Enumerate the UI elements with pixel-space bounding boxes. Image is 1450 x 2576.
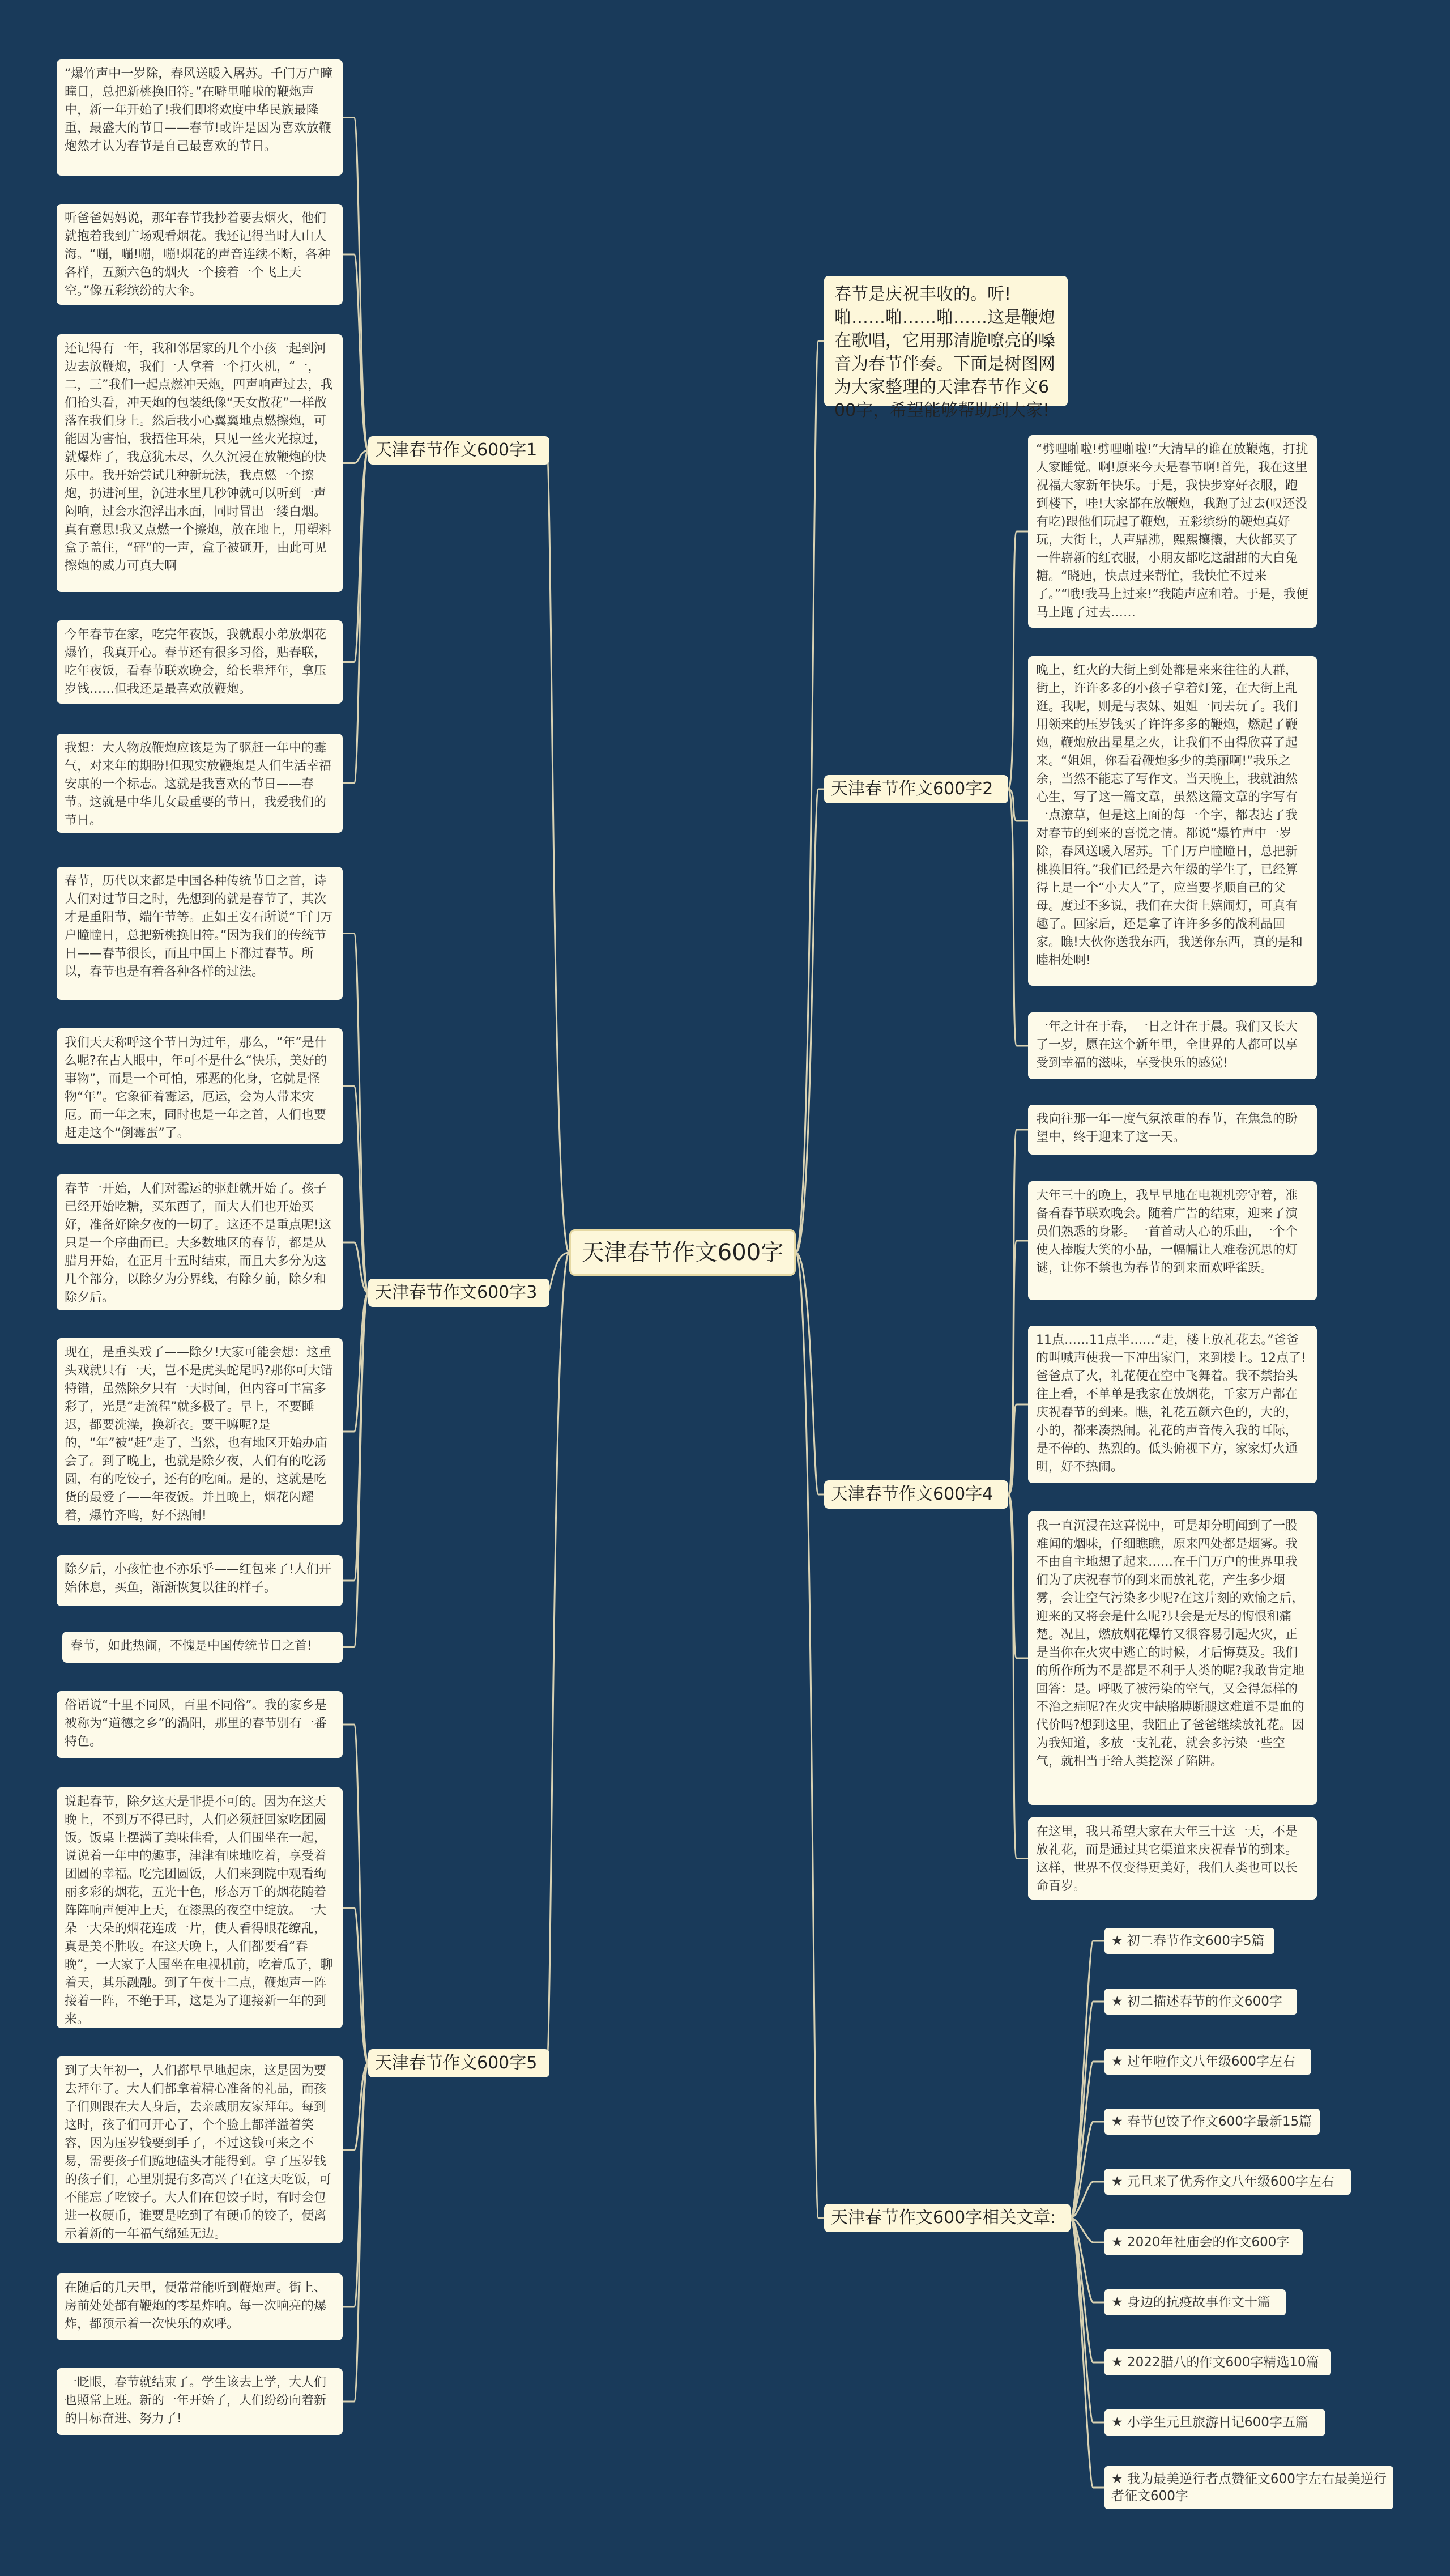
leaf-5-4[interactable]: 在随后的几天里，便常常能听到鞭炮声。街上、房前处处都有鞭炮的零星炸响。每一次响亮的爆炸，都预示着一次快乐的欢呼。 [57,2273,343,2340]
leaf-1-5[interactable]: 我想：大人物放鞭炮应该是为了驱赶一年中的霉气，对来年的期盼!但现实放鞭炮是人们生活幸福安康的一个标志。这就是我喜欢的节日——春节。这就是中华儿女最重要的节日，我爱我们的节日。 [57,734,343,833]
related-link-5[interactable]: ★ 元旦来了优秀作文八年级600字左右 [1104,2169,1351,2195]
leaf-3-4[interactable]: 现在，是重头戏了——除夕!大家可能会想：这重头戏就只有一天，岂不是虎头蛇尾吗?那你可大错特错，虽然除夕只有一天时间，但内容可丰富多彩了，光是“走流程”就多极了。早上，不要睡迟，都要洗澡，换新衣。要干嘛呢?是的，“年”被“赶”走了，当然，也有地区开始办庙会了。到了晚上，也就是除夕夜，人们有的吃汤圆，有的吃饺子，还有的吃面。是的，这就是吃货的最爱了——年夜饭。并且晚上，烟花闪耀着，爆竹齐鸣，好不热闹! [57,1338,343,1525]
leaf-3-6[interactable]: 春节，如此热闹，不愧是中国传统节日之首! [62,1632,343,1663]
leaf-2-1[interactable]: “劈哩啪啦!劈哩啪啦!”大清早的谁在放鞭炮，打扰人家睡觉。啊!原来今天是春节啊!首先，我在这里祝福大家新年快乐。于是，我快步穿好衣服，跑到楼下，哇!大家都在放鞭炮，我跑了过去(叹还没有吃)跟他们玩起了鞭炮，五彩缤纷的鞭炮真好玩，大街上，人声鼎沸，熙熙攘攘，大伙都买了一件崭新的红衣服，小朋友都吃这甜甜的大白兔糖。“晓迪，快点过来帮忙，我快忙不过来了。”“哦!我马上过来!”我随声应和着。于是，我便马上跑了过去…… [1028,435,1317,628]
leaf-3-2[interactable]: 我们天天称呼这个节日为过年，那么，“年”是什么呢?在古人眼中，年可不是什么“快乐，美好的事物”，而是一个可怕，邪恶的化身，它就是怪物“年”。它象征着霉运，厄运，会为人带来灾厄。而一年之末，同时也是一年之首，人们也要赶走这个“倒霉蛋”了。 [57,1028,343,1144]
related-link-10[interactable]: ★ 我为最美逆行者点赞征文600字左右最美逆行者征文600字 [1104,2466,1393,2509]
related-link-8[interactable]: ★ 2022腊八的作文600字精选10篇 [1104,2349,1331,2375]
branch-title-2[interactable]: 天津春节作文600字2 [824,775,1008,803]
leaf-4-5[interactable]: 在这里，我只希望大家在大年三十这一天，不是放礼花，而是通过其它渠道来庆祝春节的到来。这样，世界不仅变得更美好，我们人类也可以长命百岁。 [1028,1817,1317,1900]
branch-title-3[interactable]: 天津春节作文600字3 [368,1279,549,1307]
connector-leaf-5-1 [343,1725,368,2063]
connector-leaf-4-5 [1008,1494,1028,1859]
connector-related-link-10 [1071,2218,1104,2488]
connector-leaf-4-1 [1008,1130,1028,1494]
connector-root-branch-title-related [796,1253,824,2218]
leaf-4-4[interactable]: 我一直沉浸在这喜悦中，可是却分明闻到了一股难闻的烟味，仔细瞧瞧，原来四处都是烟雾。我不由自主地想了起来……在千门万户的世界里我们为了庆祝春节的到来而放礼花，产生多少烟雾，会让空气污染多少呢?在这片刻的欢愉之后，迎来的又将会是什么呢?只会是无尽的悔恨和痛楚。况且，燃放烟花爆竹又很容易引起火灾，正是当你在火灾中逃亡的时候，才后悔莫及。我们的所作所为不是都是不利于人类的呢?我敢肯定地回答：是。呼吸了被污染的空气，又会得怎样的不治之症呢?在火灾中缺胳膊断腿这难道不是血的代价吗?想到这里，我阻止了爸爸继续放礼花。因为我知道，多放一支礼花，就会多污染一些空气，就相当于给人类挖深了陷阱。 [1028,1511,1317,1805]
leaf-2-3[interactable]: 一年之计在于春，一日之计在于晨。我们又长大了一岁，愿在这个新年里，全世界的人都可以享受到幸福的滋味，享受快乐的感觉! [1028,1012,1317,1079]
connector-root-intro-node [796,341,824,1253]
connector-root-branch-title-3 [547,1253,569,1293]
connector-leaf-5-5 [343,2063,368,2402]
leaf-4-1[interactable]: 我向往那一年一度气氛浓重的春节，在焦急的盼望中，终于迎来了这一天。 [1028,1105,1317,1155]
connector-leaf-3-1 [343,934,368,1293]
connector-related-link-1 [1071,1941,1104,2218]
leaf-5-5[interactable]: 一眨眼，春节就结束了。学生该去上学，大人们也照常上班。新的一年开始了，人们纷纷向着新的目标奋进、努力了! [57,2368,343,2435]
leaf-1-1[interactable]: “爆竹声中一岁除，春风送暖入屠苏。千门万户曈曈日，总把新桃换旧符。”在噼里啪啦的鞭炮声中，新一年开始了!我们即将欢度中华民族最隆重，最盛大的节日——春节!或许是因为喜欢放鞭炮然才认为春节是自己最喜欢的节日。 [57,59,343,176]
branch-title-4[interactable]: 天津春节作文600字4 [824,1480,1008,1509]
connector-root-branch-title-1 [547,450,569,1253]
related-link-1[interactable]: ★ 初二春节作文600字5篇 [1104,1928,1274,1954]
connector-root-branch-title-4 [796,1253,824,1494]
connector-leaf-1-1 [343,118,368,451]
leaf-3-1[interactable]: 春节，历代以来都是中国各种传统节日之首，诗人们对过节日之时，先想到的就是春节了，其次才是重阳节，端午节等。正如王安石所说“千门万户瞳瞳日，总把新桃换旧符。”因为我们的传统节日——春节很长，而且中国上下都过春节。所以，春节也是有着各种各样的过法。 [57,867,343,1000]
leaf-4-3[interactable]: 11点……11点半……“走，楼上放礼花去。”爸爸的叫喊声使我一下冲出家门，来到楼上。12点了!爸爸点了火，礼花便在空中飞舞着。我不禁抬头往上看，不单单是我家在放烟花，千家万户都在庆祝春节的到来。瞧，礼花五颜六色的，大的，小的，都来凑热闹。礼花的声音传入我的耳际，是不停的、热烈的。低头俯视下方，家家灯火通明，好不热闹。 [1028,1326,1317,1483]
leaf-5-2[interactable]: 说起春节，除夕这天是非提不可的。因为在这天晚上，不到万不得已时，人们必须赶回家吃团圆饭。饭桌上摆满了美味佳肴，人们围坐在一起，说说着一年中的趣事，津津有味地吃着，享受着团圆的幸福。吃完团圆饭，人们来到院中观看绚丽多彩的烟花，五光十色，形态万千的烟花随着阵阵响声便冲上天，在漆黑的夜空中绽放。一大朵一大朵的烟花连成一片，使人看得眼花缭乱，真是美不胜收。在这天晚上，人们都要看“春晚”，一大家子人围坐在电视机前，吃着瓜子，聊着天，其乐融融。到了午夜十二点，鞭炮声一阵接着一阵，不绝于耳，这是为了迎接新一年的到来。 [57,1787,343,2028]
related-link-3[interactable]: ★ 过年啦作文八年级600字左右 [1104,2049,1311,2075]
branch-title-related[interactable]: 天津春节作文600字相关文章: [824,2204,1071,2232]
leaf-2-2[interactable]: 晚上，红火的大街上到处都是来来往往的人群，街上，许许多多的小孩子拿着灯笼，在大街上乱逛。我呢，则是与表妹、姐姐一同去玩了。我们用领来的压岁钱买了许许多多的鞭炮，燃起了鞭炮，鞭炮放出星星之火，让我们不由得欣喜了起来。“姐姐，你看看鞭炮多少的美丽啊!”我乐之余，当然不能忘了写作文。当天晚上，我就油然心生，写了这一篇文章，虽然这篇文章的字写有一点潦草，但是这上面的每一个字，都表达了我对春节的到来的喜悦之情。都说“爆竹声中一岁除，春风送暖入屠苏。千门万户瞳瞳日，总把新桃换旧符。”我们已经是六年级的学生了，已经算得上是一个“小大人”了，应当要孝顺自己的父母。度过不多说，我们在大街上嬉闹灯，可真有趣了。回家后，还是拿了许许多多的战利品回家。瞧!大伙你送我东西，我送你东西，真的是和睦相处啊! [1028,656,1317,986]
intro-node[interactable]: 春节是庆祝丰收的。听!啪……啪……啪……这是鞭炮在歌唱，它用那清脆嘹亮的嗓音为春节伴奏。下面是树图网为大家整理的天津春节作文600字，希望能够帮助到大家! [824,276,1068,406]
leaf-5-1[interactable]: 俗语说“十里不同风，百里不同俗”。我的家乡是被称为“道德之乡”的渦阳，那里的春节别有一番特色。 [57,1691,343,1758]
branch-title-1[interactable]: 天津春节作文600字1 [368,436,549,465]
branch-title-5[interactable]: 天津春节作文600字5 [368,2049,549,2077]
leaf-3-5[interactable]: 除夕后，小孩忙也不亦乐乎——红包来了!人们开始休息，买鱼，渐渐恢复以往的样子。 [57,1555,343,1606]
connector-root-branch-title-5 [547,1253,569,2063]
connector-leaf-2-1 [1008,531,1028,789]
root-node[interactable]: 天津春节作文600字 [569,1229,796,1276]
related-link-9[interactable]: ★ 小学生元旦旅游日记600字五篇 [1104,2409,1325,2436]
leaf-5-3[interactable]: 到了大年初一，人们都早早地起床，这是因为要去拜年了。大人们都拿着精心准备的礼品，而孩子们则跟在大人身后，去亲戚朋友家拜年。每到这时，孩子们可开心了，个个脸上都洋溢着笑容，因为压岁钱要到手了，不过这钱可来之不易，需要孩子们跪地磕头才能得到。拿了压岁钱的孩子们，心里别提有多高兴了!在这天吃饭，可不能忘了吃饺子。大人们在包饺子时，有时会包进一枚硬币，谁要是吃到了有硬币的饺子，便离示着新的一年福气绵延无边。 [57,2056,343,2243]
leaf-1-3[interactable]: 还记得有一年，我和邻居家的几个小孩一起到河边去放鞭炮，我们一人拿着一个打火机，“一，二，三”我们一起点燃冲天炮，四声响声过去，我们抬头看，冲天炮的包装纸像“天女散花”一样散落在我们身上。然后我小心翼翼地点燃擦炮，可能因为害怕，我捂住耳朵，只见一丝火光掠过，就爆炸了，我意犹未尽，久久沉浸在放鞭炮的快乐中。我开始尝试几种新玩法，我点燃一个擦炮，扔进河里，沉进水里几秒钟就可以听到一声闷响，过会水泡浮出水面，同时冒出一缕白烟。真有意思!我又点燃一个擦炮，放在地上，用塑料盒子盖住，“砰”的一声，盒子被砸开，由此可见擦炮的威力可真大啊 [57,334,343,592]
connector-leaf-2-3 [1008,789,1028,1046]
related-link-2[interactable]: ★ 初二描述春节的作文600字 [1104,1989,1297,2015]
leaf-1-2[interactable]: 听爸爸妈妈说，那年春节我抄着要去烟火，他们就抱着我到广场观看烟花。我还记得当时人山人海。“嘣，嘣!嘣，嘣!烟花的声音连续不断，各种各样，五颜六色的烟火一个接着一个飞上天空。”像五彩缤纷的大伞。 [57,204,343,305]
related-link-6[interactable]: ★ 2020年社庙会的作文600字 [1104,2229,1303,2255]
leaf-4-2[interactable]: 大年三十的晚上，我早早地在电视机旁守着，准备看春节联欢晚会。随着广告的结束，迎来了演员们熟悉的身影。一首首动人心的乐曲，一个个使人捧腹大笑的小品，一幅幅让人难卷沉思的灯谜，让你不禁也为春节的到来而欢呼雀跃。 [1028,1181,1317,1300]
connector-leaf-1-5 [343,450,368,784]
related-link-7[interactable]: ★ 身边的抗疫故事作文十篇 [1104,2289,1286,2315]
leaf-1-4[interactable]: 今年春节在家，吃完年夜饭，我就跟小弟放烟花爆竹，我真开心。春节还有很多习俗，贴春联，吃年夜饭，看春节联欢晚会，给长辈拜年，拿压岁钱……但我还是最喜欢放鞭炮。 [57,620,343,704]
connector-leaf-3-6 [343,1293,368,1647]
related-link-4[interactable]: ★ 春节包饺子作文600字最新15篇 [1104,2109,1320,2135]
leaf-3-3[interactable]: 春节一开始，人们对霉运的驱赶就开始了。孩子已经开始吃糖，买东西了，而大人们也开始买好，准备好除夕夜的一切了。这还不是重点呢!这只是一个序曲而已。大多数地区的春节，都是从腊月开始，在正月十五时结束，而且大多分为这几个部分，以除夕为分界线，有除夕前，除夕和除夕后。 [57,1174,343,1310]
